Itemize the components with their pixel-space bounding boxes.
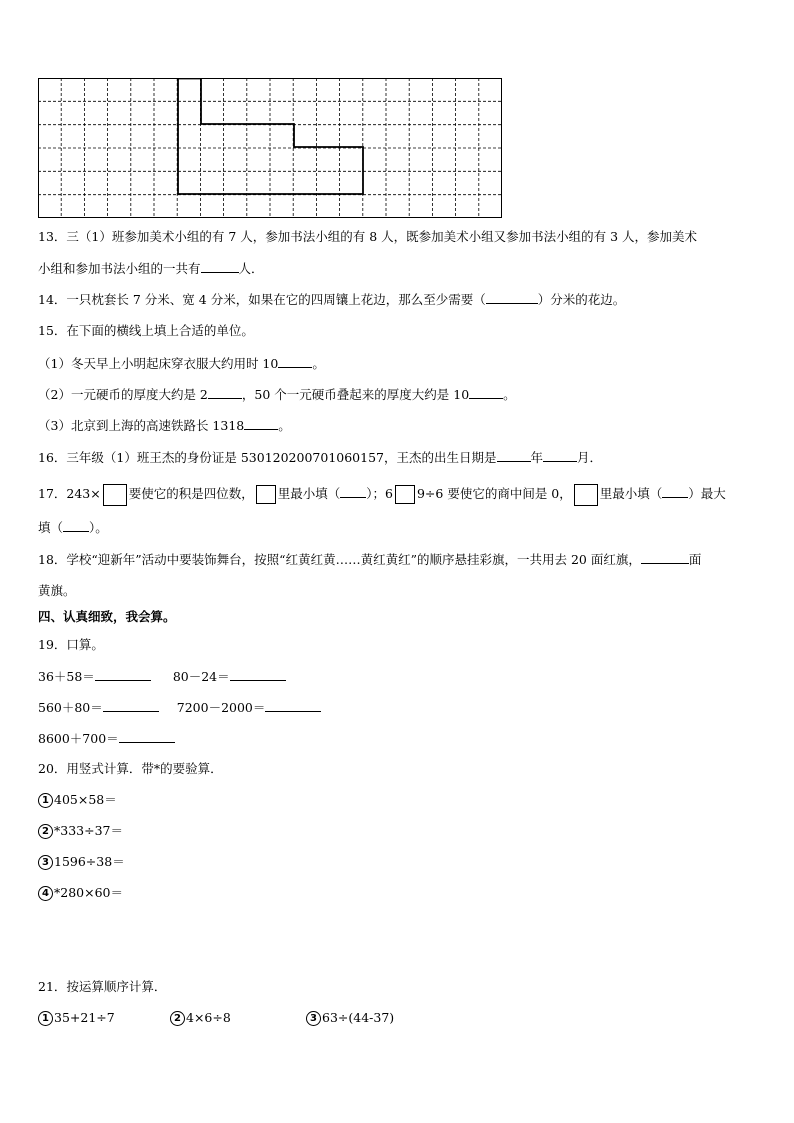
q20-item: 1 405×58＝ <box>38 791 117 809</box>
answer-blank[interactable] <box>103 698 159 712</box>
shape-outline <box>178 79 363 195</box>
q20-item: 3 1596÷38＝ <box>38 853 125 871</box>
q17-line1: 17．243× 要使它的积是四位数， 里最小填（ ）；6 9÷6 要使它的商中间是 0， 里最小填（ ）最大 <box>38 483 726 506</box>
answer-blank[interactable] <box>63 518 89 532</box>
answer-blank[interactable] <box>278 354 312 368</box>
q15-title: 15．在下面的横线上填上合适的单位。 <box>38 323 254 338</box>
answer-blank[interactable] <box>119 729 175 743</box>
q13-line2: 小组和参加书法小组的一共有 人． <box>38 261 264 276</box>
q18-line2: 黄旗。 <box>38 583 76 598</box>
answer-blank[interactable] <box>230 667 286 681</box>
q21-item: 1 35+21÷7 <box>38 1009 115 1027</box>
q19-row3: 8600＋700＝ <box>38 729 175 748</box>
q20-item: 2 *333÷37＝ <box>38 822 123 840</box>
circled-number: 1 <box>38 1011 53 1026</box>
answer-blank[interactable] <box>201 259 239 273</box>
answer-box[interactable] <box>103 484 127 506</box>
q17-line2: 填（ ）。 <box>38 520 108 535</box>
q16: 16．三年级（1）班王杰的身份证是 530120200701060157，王杰的出生日期是 年 月． <box>38 450 603 465</box>
q14: 14．一只枕套长 7 分米、宽 4 分米，如果在它的四周镶上花边，那么至少需要（ ）分米的花边。 <box>38 292 626 307</box>
answer-blank[interactable] <box>244 416 278 430</box>
q20-title: 20．用竖式计算．带*的要验算． <box>38 761 223 776</box>
q19-row1: 36＋58＝ 80－24＝ <box>38 667 286 686</box>
answer-blank[interactable] <box>497 448 531 462</box>
answer-blank[interactable] <box>543 448 577 462</box>
answer-blank[interactable] <box>662 484 688 498</box>
circled-number: 2 <box>38 824 53 839</box>
circled-number: 3 <box>38 855 53 870</box>
q21-item: 3 63÷(44-37) <box>306 1009 394 1027</box>
q15-part3: （3）北京到上海的高速铁路长 1318 。 <box>38 418 291 433</box>
q15-part2: （2）一元硬币的厚度大约是 2 ，50 个一元硬币叠起来的厚度大约是 10 。 <box>38 387 516 402</box>
section-heading: 四、认真细致，我会算。 <box>38 609 176 624</box>
grid-lines <box>38 78 502 218</box>
q20-item: 4 *280×60＝ <box>38 884 123 902</box>
answer-blank[interactable] <box>486 290 538 304</box>
answer-blank[interactable] <box>641 550 689 564</box>
answer-box[interactable] <box>395 485 415 504</box>
q19-row2: 560＋80＝ 7200－2000＝ <box>38 698 321 717</box>
circled-number: 2 <box>170 1011 185 1026</box>
q13-line1: 13．三（1）班参加美术小组的有 7 人，参加书法小组的有 8 人，既参加美术小组又参加书法小组的有 3 人，参加美术 <box>38 229 698 244</box>
circled-number: 1 <box>38 793 53 808</box>
q18-line1: 18．学校“迎新年”活动中要装饰舞台，按照“红黄红黄……黄红黄红”的顺序悬挂彩旗，一共用去 20 面红旗， 面 <box>38 552 702 567</box>
answer-blank[interactable] <box>95 667 151 681</box>
circled-number: 4 <box>38 886 53 901</box>
q15-part1: （1）冬天早上小明起床穿衣服大约用时 10 。 <box>38 356 325 371</box>
answer-box[interactable] <box>574 484 598 506</box>
answer-blank[interactable] <box>265 698 321 712</box>
answer-blank[interactable] <box>469 385 503 399</box>
q21-title: 21．按运算顺序计算． <box>38 979 167 994</box>
answer-blank[interactable] <box>208 385 242 399</box>
circled-number: 3 <box>306 1011 321 1026</box>
grid-figure <box>38 78 502 218</box>
q21-item: 2 4×6÷8 <box>170 1009 231 1027</box>
q19-title: 19．口算。 <box>38 637 104 652</box>
answer-box[interactable] <box>256 485 276 504</box>
answer-blank[interactable] <box>340 484 366 498</box>
